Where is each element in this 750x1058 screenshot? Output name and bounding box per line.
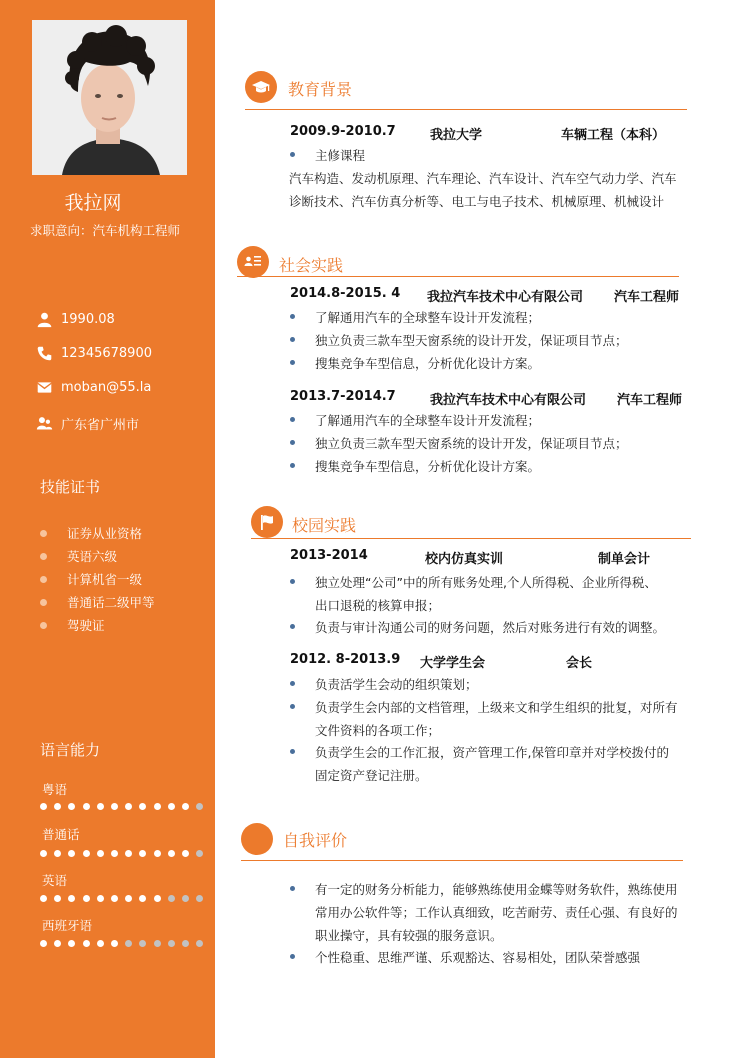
level-dot-empty [168, 940, 175, 947]
practice-heading: 社会实践 [279, 256, 344, 275]
email-address: moban@55.la [61, 380, 152, 395]
language-level-dots [40, 803, 210, 810]
job-duty: 独立负责三款车型天窗系统的设计开发，保证项目节点； [315, 436, 628, 451]
bullet-dot [290, 579, 295, 584]
skill-item [40, 524, 142, 542]
level-dot-filled [182, 803, 189, 810]
job-duty: 搜集竞争车型信息，分析优化设计方案。 [315, 356, 541, 371]
language-level-dots [40, 940, 210, 947]
edu-school: 我拉大学 [430, 128, 483, 143]
job-duty: 了解通用汽车的全球整车设计开发流程； [315, 413, 541, 428]
skills-heading: 技能证书 [40, 478, 101, 496]
self-text: 有一定的财务分析能力，能够熟练使用金蝶等财务软件，熟练使用 [315, 882, 678, 897]
campus-period: 2012. 8-2013.9 [290, 652, 401, 667]
flag-icon [257, 512, 277, 532]
bullet-dot [40, 576, 47, 583]
campus-section-icon [251, 506, 283, 538]
self-text: 常用办公软件等；工作认真细致，吃苦耐劳、责任心强、有良好的 [315, 905, 678, 920]
level-dot-filled [111, 803, 118, 810]
level-dot-filled [111, 940, 118, 947]
edu-period: 2009.9-2010.7 [290, 124, 396, 139]
skill-label: 计算机省一级 [67, 572, 143, 587]
practice-section-icon [237, 246, 269, 278]
skill-label: 英语六级 [67, 549, 118, 564]
level-dot-filled [54, 940, 61, 947]
birth-date: 1990.08 [61, 312, 115, 327]
bullet-dot [290, 463, 295, 468]
level-dot-filled [68, 850, 75, 857]
phone-icon [36, 345, 53, 362]
level-dot-filled [83, 850, 90, 857]
level-dot-filled [168, 803, 175, 810]
job-duty: 了解通用汽车的全球整车设计开发流程； [315, 310, 541, 325]
level-dot-filled [68, 895, 75, 902]
level-dot-empty [182, 940, 189, 947]
level-dot-filled [125, 850, 132, 857]
bullet-dot [290, 681, 295, 686]
campus-duty: 负责活学生会动的组织策划； [315, 677, 478, 692]
self-text: 职业操守，具有较强的服务意识。 [315, 928, 503, 943]
level-dot-filled [125, 803, 132, 810]
job-role: 汽车工程师 [614, 290, 680, 305]
bullet-dot [290, 749, 295, 754]
bullet-dot [290, 954, 295, 959]
level-dot-empty [125, 940, 132, 947]
level-dot-filled [40, 850, 47, 857]
skill-item [40, 616, 105, 634]
skill-label: 证券从业资格 [67, 526, 143, 541]
applicant-name: 我拉网 [64, 192, 122, 214]
campus-duty: 文件资料的各项工作； [315, 723, 441, 738]
campus-org: 大学学生会 [420, 656, 486, 671]
section-divider [245, 109, 687, 110]
level-dot-filled [97, 803, 104, 810]
self-heading: 自我评价 [283, 831, 348, 850]
job-period: 2014.8-2015. 4 [290, 286, 401, 301]
level-dot-filled [139, 895, 146, 902]
self-text: 个性稳重、思维严谨、乐观豁达、容易相处，团队荣誉感强 [315, 950, 641, 965]
self-section-icon [241, 823, 273, 855]
campus-duty: 固定资产登记注册。 [315, 768, 428, 783]
campus-duty: 负责与审计沟通公司的财务问题，然后对账务进行有效的调整。 [315, 620, 666, 635]
campus-role: 制单会计 [598, 552, 651, 567]
skill-item [40, 547, 117, 565]
bullet-dot [290, 337, 295, 342]
edu-courses-line: 汽车构造、发动机原理、汽车理论、汽车设计、汽车空气动力学、汽车 [289, 171, 677, 186]
job-intent: 求职意向：汽车机构工程师 [29, 223, 180, 238]
bullet-dot [290, 360, 295, 365]
location: 广东省广州市 [61, 418, 140, 433]
section-divider [241, 860, 683, 861]
level-dot-filled [83, 940, 90, 947]
language-name: 西班牙语 [42, 918, 93, 933]
bullet-dot [290, 417, 295, 422]
job-duty: 搜集竞争车型信息，分析优化设计方案。 [315, 459, 541, 474]
language-name: 普通话 [42, 827, 80, 842]
campus-heading: 校园实践 [292, 516, 357, 535]
id-card-icon [243, 252, 263, 272]
bullet-dot [290, 886, 295, 891]
level-dot-empty [196, 803, 203, 810]
bullet-dot [290, 440, 295, 445]
level-dot-empty [182, 895, 189, 902]
mail-icon [36, 379, 53, 396]
level-dot-filled [40, 895, 47, 902]
level-dot-filled [54, 803, 61, 810]
language-level-dots [40, 850, 210, 857]
level-dot-filled [97, 850, 104, 857]
campus-duty: 出口退税的核算申报； [315, 598, 441, 613]
level-dot-filled [97, 940, 104, 947]
level-dot-filled [83, 803, 90, 810]
level-dot-filled [111, 850, 118, 857]
language-level-dots [40, 895, 210, 902]
job-period: 2013.7-2014.7 [290, 389, 396, 404]
sidebar [0, 0, 215, 1058]
education-section-icon [245, 71, 277, 103]
level-dot-filled [154, 895, 161, 902]
level-dot-filled [54, 850, 61, 857]
level-dot-empty [196, 850, 203, 857]
skill-item [40, 593, 155, 611]
level-dot-filled [154, 803, 161, 810]
section-divider [251, 538, 691, 539]
level-dot-empty [139, 940, 146, 947]
campus-duty: 负责学生会内部的文档管理，上级来文和学生组织的批复，对所有 [315, 700, 678, 715]
bullet-dot [40, 599, 47, 606]
education-heading: 教育背景 [288, 80, 353, 99]
level-dot-filled [168, 850, 175, 857]
level-dot-filled [68, 803, 75, 810]
person-icon [36, 311, 53, 328]
level-dot-filled [40, 803, 47, 810]
location-row [36, 414, 139, 433]
job-company: 我拉汽车技术中心有限公司 [427, 290, 584, 305]
bullet-dot [290, 152, 295, 157]
bullet-dot [40, 530, 47, 537]
graduation-cap-icon [251, 77, 271, 97]
bullet-dot [290, 704, 295, 709]
phone-number: 12345678900 [61, 346, 152, 361]
edu-bullet-text: 主修课程 [315, 148, 366, 163]
section-divider [237, 276, 679, 277]
job-duty: 独立负责三款车型天窗系统的设计开发，保证项目节点； [315, 333, 628, 348]
level-dot-filled [54, 895, 61, 902]
level-dot-empty [196, 940, 203, 947]
campus-duty: 独立处理“公司”中的所有账务处理,个人所得税、企业所得税、 [315, 575, 657, 590]
level-dot-filled [83, 895, 90, 902]
skill-item [40, 570, 142, 588]
skill-label: 驾驶证 [67, 618, 105, 633]
phone-row [36, 345, 152, 362]
level-dot-filled [97, 895, 104, 902]
campus-org: 校内仿真实训 [425, 552, 504, 567]
level-dot-filled [40, 940, 47, 947]
level-dot-filled [154, 850, 161, 857]
edu-major: 车辆工程（本科） [561, 128, 666, 143]
profile-photo [32, 20, 187, 175]
campus-role: 会长 [566, 656, 593, 671]
level-dot-empty [196, 895, 203, 902]
level-dot-filled [68, 940, 75, 947]
level-dot-filled [182, 850, 189, 857]
level-dot-filled [125, 895, 132, 902]
level-dot-filled [139, 803, 146, 810]
language-name: 英语 [42, 873, 68, 888]
level-dot-filled [111, 895, 118, 902]
campus-duty: 负责学生会的工作汇报，资产管理工作,保管印章并对学校拨付的 [315, 745, 669, 760]
birth-row [36, 311, 115, 328]
edu-courses-line: 诊断技术、汽车仿真分析等、电工与电子技术、机械原理、机械设计 [289, 194, 665, 209]
bullet-dot [290, 624, 295, 629]
job-role: 汽车工程师 [617, 393, 683, 408]
level-dot-empty [168, 895, 175, 902]
level-dot-filled [139, 850, 146, 857]
level-dot-empty [154, 940, 161, 947]
job-company: 我拉汽车技术中心有限公司 [430, 393, 587, 408]
email-row [36, 379, 151, 396]
language-name: 粤语 [42, 782, 68, 797]
languages-heading: 语言能力 [40, 741, 101, 759]
skill-label: 普通话二级甲等 [67, 595, 155, 610]
campus-period: 2013-2014 [290, 548, 368, 563]
bullet-dot [40, 622, 47, 629]
bullet-dot [290, 314, 295, 319]
bullet-dot [40, 553, 47, 560]
location-people-icon [36, 415, 53, 432]
